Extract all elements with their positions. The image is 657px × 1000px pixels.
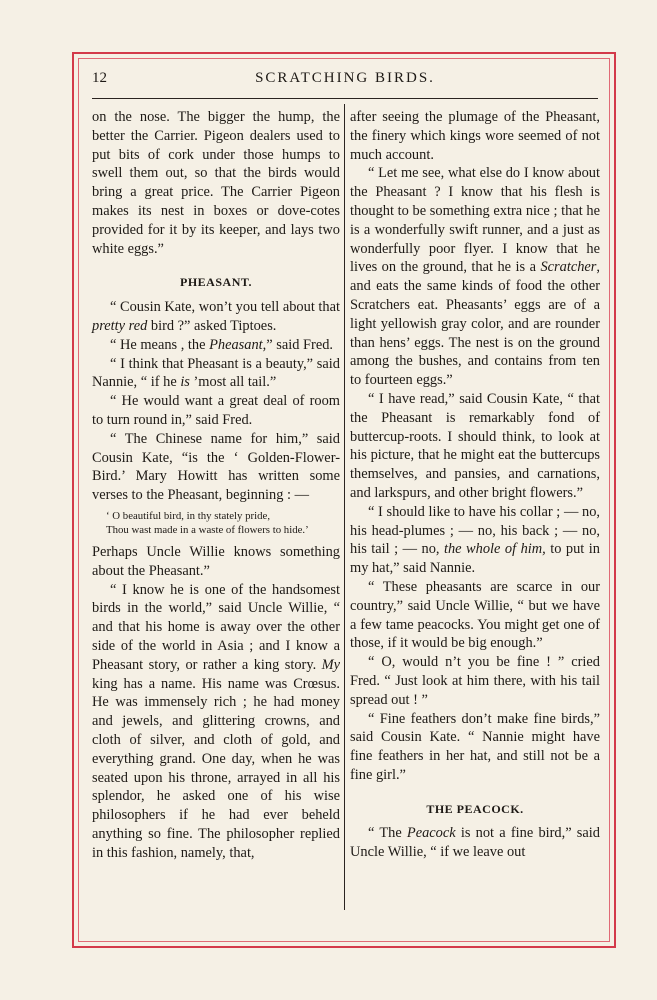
paragraph — [350, 164, 600, 390]
paragraph: “ Fine feathers don’t make fine birds,” said Cousin Kate. “ Nannie might have fine feathers in her hat, and still not be a fine girl.” — [350, 710, 600, 783]
paragraph: “ I have read,” said Cousin Kate, “ that the Pheasant is remarkably fond of buttercup-roots. I should think, to look at his picture, that he might eat the buttercups themselves, and pansies, and carnations, and larkspurs, and other bright flowers.” — [350, 390, 600, 501]
paragraph: after seeing the plumage of the Pheasant, the finery which kings wore seemed of not much account. — [350, 109, 600, 163]
paragraph: “ These pheasants are scarce in our country,” said Uncle Willie, “ but we have a few tame peacocks. You might get one of those, if it would be big enough.” — [350, 578, 600, 652]
emphasis: is — [180, 374, 190, 391]
paragraph — [92, 336, 340, 355]
emphasis: Peacock — [406, 825, 456, 842]
emphasis: Scratcher — [540, 259, 597, 276]
text: “ I should like to have his collar ; — no, his head-plumes ; — no, his back ; — no, his tail ; — no, — [350, 503, 600, 558]
text: ’most all tail.” — [189, 374, 277, 391]
paragraph — [92, 581, 340, 863]
text: , and eats the same kinds of food the other Scratchers eat. Pheasants’ eggs are of a light yellowish gray color, and are rounder than hens’ eggs. The nest is on the ground among the bushes, and contains from ten to fourteen eggs.” — [350, 259, 600, 389]
text: “ He means , the — [110, 336, 210, 353]
column-divider — [344, 104, 345, 910]
poem-line: Thou wast made in a waste of flowers to hide.’ — [106, 523, 309, 536]
paragraph: Perhaps Uncle Willie knows something about the Pheasant.” — [92, 543, 340, 579]
right-column — [350, 108, 600, 862]
paragraph: “ O, would n’t you be fine ! ” cried Fred. “ Just look at him there, with his tail spread out ! ” — [350, 654, 600, 708]
text: “ The — [368, 825, 407, 842]
emphasis: the whole of him, — [443, 541, 546, 558]
header-rule — [92, 98, 598, 99]
poem-quote — [106, 509, 340, 537]
left-column — [92, 108, 340, 862]
emphasis: Pheasant, — [209, 336, 267, 353]
text: king has a name. His name was Crœsus. He was immensely rich ; he had money and jewels, and glittering crowns, and cloth of silver, and cloth of gold, and everything grand. One day, when he was seated upon his throne, arrayed in all his splendor, he asked one of his wise philosophers if he had ever beheld anything so fine. The philosopher replied in this fashion, namely, that, — [92, 675, 340, 861]
page-number: 12 — [92, 70, 107, 86]
text: to put in my hat,” said Nannie. — [350, 541, 600, 577]
section-heading-peacock: THE PEACOCK. — [426, 801, 524, 816]
paragraph: “ The Chinese name for him,” said Cousin Kate, “is the ‘ Golden-Flower-Bird.’ Mary Howitt has written some verses to the Pheasant, beginning : — — [92, 430, 340, 504]
text: “ Cousin Kate, won’t you tell about that — [110, 299, 340, 316]
section-heading-pheasant: PHEASANT. — [180, 275, 252, 290]
paragraph — [92, 298, 340, 336]
poem-line: ‘ O beautiful bird, in thy stately pride, — [106, 509, 271, 522]
page-header — [92, 68, 598, 94]
text: ” said Fred. — [266, 336, 334, 353]
text: “ I think that Pheasant is a beauty,” said Nannie, “ if he — [92, 355, 340, 391]
text: is not a fine bird,” said Uncle Willie, “ if we leave out — [350, 825, 600, 861]
text: bird ?” asked Tiptoes. — [147, 317, 277, 334]
paragraph: “ He would want a great deal of room to turn round in,” said Fred. — [92, 393, 340, 428]
text: “ I know he is one of the handsomest birds in the world,” said Uncle Willie, “ and that his home is away over the other side of the world in Asia ; and I know a Pheasant story, or rather a king story. — [92, 581, 340, 673]
running-title: SCRATCHING BIRDS. — [255, 70, 435, 86]
text: “ Let me see, what else do I know about the Pheasant ? I know that his flesh is thought to be something extra nice ; that he is a wonderfully swift runner, and a just as wonderfully poor flyer. I know that he lives on the ground, that he is a — [350, 165, 600, 276]
paragraph — [350, 503, 600, 578]
paragraph — [92, 355, 340, 393]
paragraph — [350, 824, 600, 862]
paragraph: on the nose. The bigger the hump, the better the Carrier. Pigeon dealers used to put bits of cork under those humps to swell them out, so that the birds would bring a great price. The Carrier Pigeon makes its nest in boxes or dove-cotes provided for it by its keeper, and lays two white eggs.” — [92, 109, 340, 257]
emphasis: My — [321, 656, 340, 673]
emphasis: pretty red — [92, 317, 148, 334]
